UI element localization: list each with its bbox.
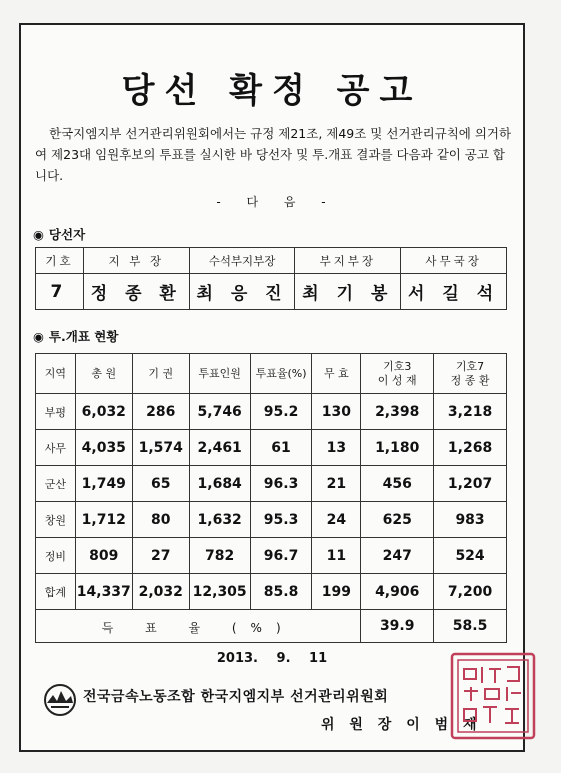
- data-cell: 1,712: [75, 502, 132, 538]
- results-header-cell: 투표율(%): [250, 354, 312, 394]
- data-cell: 2,398: [361, 394, 434, 430]
- data-cell: 286: [132, 394, 189, 430]
- data-cell: 85.8: [250, 574, 312, 610]
- data-cell: 96.3: [250, 466, 312, 502]
- official-seal-icon: [449, 651, 537, 741]
- elected-section-heading: [33, 225, 85, 243]
- table-row: [36, 466, 507, 502]
- data-cell: 61: [250, 430, 312, 466]
- elected-value-row: [36, 274, 507, 310]
- results-header-cell: 투표인원: [189, 354, 250, 394]
- notice-frame: [19, 23, 525, 752]
- data-cell: 983: [434, 502, 507, 538]
- chairperson-name: 위 원 장 이 범 재: [321, 717, 482, 733]
- elected-header-cell: 부지부장: [295, 248, 401, 274]
- elected-value-cell: 7: [36, 274, 84, 310]
- candidate-3-header: [361, 354, 434, 394]
- results-header-cell: 무 효: [312, 354, 361, 394]
- table-row: [36, 430, 507, 466]
- data-cell: 24: [312, 502, 361, 538]
- union-logo-icon: [43, 683, 77, 717]
- elected-value-cell: 서 길 석: [401, 274, 507, 310]
- data-cell: 5,746: [189, 394, 250, 430]
- data-cell: 524: [434, 538, 507, 574]
- data-cell: 27: [132, 538, 189, 574]
- elected-table: [35, 247, 507, 310]
- da-eum-heading: - 다 음 -: [216, 195, 328, 209]
- table-row: [36, 394, 507, 430]
- data-cell: 782: [189, 538, 250, 574]
- elected-value-cell: 최 응 진: [189, 274, 295, 310]
- data-cell: 456: [361, 466, 434, 502]
- data-cell: 1,574: [132, 430, 189, 466]
- data-cell: 4,906: [361, 574, 434, 610]
- results-section-heading: [33, 327, 118, 345]
- results-header-cell: 지역: [36, 354, 76, 394]
- table-row-total: [36, 574, 507, 610]
- data-cell: 1,632: [189, 502, 250, 538]
- elected-section-label: 당선자: [48, 227, 86, 242]
- data-cell: 2,461: [189, 430, 250, 466]
- region-label: 창원: [36, 502, 76, 538]
- candidate-7-number: 기호7: [455, 359, 485, 373]
- data-cell: 12,305: [189, 574, 250, 610]
- data-cell: 96.7: [250, 538, 312, 574]
- data-cell: 95.3: [250, 502, 312, 538]
- data-cell: 4,035: [75, 430, 132, 466]
- data-cell: 6,032: [75, 394, 132, 430]
- region-label: 합계: [36, 574, 76, 610]
- data-cell: 1,207: [434, 466, 507, 502]
- bullet-icon: ◉: [33, 329, 44, 344]
- elected-header-cell: 사무국장: [401, 248, 507, 274]
- data-cell: 21: [312, 466, 361, 502]
- results-table: [35, 353, 507, 643]
- vote-share-label-cell: [36, 610, 361, 643]
- data-cell: 625: [361, 502, 434, 538]
- data-cell: 809: [75, 538, 132, 574]
- data-cell: 1,684: [189, 466, 250, 502]
- data-cell: 65: [132, 466, 189, 502]
- vote-share-cell: 58.5: [434, 610, 507, 643]
- data-cell: 247: [361, 538, 434, 574]
- data-cell: 11: [312, 538, 361, 574]
- notice-date: 2013. 9. 11: [216, 651, 328, 666]
- elected-header-cell: 기호: [36, 248, 84, 274]
- results-header-cell: 총 원: [75, 354, 132, 394]
- vote-share-label: 득 표 율 (%): [101, 620, 295, 635]
- results-section-label: 투.개표 현황: [48, 329, 119, 344]
- data-cell: 199: [312, 574, 361, 610]
- candidate-7-header: [434, 354, 507, 394]
- data-cell: 80: [132, 502, 189, 538]
- vote-share-cell: 39.9: [361, 610, 434, 643]
- elected-value-cell: 최 기 봉: [295, 274, 401, 310]
- table-row: [36, 538, 507, 574]
- table-row: [36, 502, 507, 538]
- data-cell: 2,032: [132, 574, 189, 610]
- vote-share-row: [36, 610, 507, 643]
- region-label: 부평: [36, 394, 76, 430]
- data-cell: 95.2: [250, 394, 312, 430]
- data-cell: 1,180: [361, 430, 434, 466]
- data-cell: 13: [312, 430, 361, 466]
- data-cell: 1,749: [75, 466, 132, 502]
- data-cell: 1,268: [434, 430, 507, 466]
- results-header-row: [36, 354, 507, 394]
- data-cell: 3,218: [434, 394, 507, 430]
- region-label: 사무: [36, 430, 76, 466]
- results-header-cell: 기 권: [132, 354, 189, 394]
- elected-header-cell: 수석부지부장: [189, 248, 295, 274]
- notice-title: 당선 확정 공고: [121, 71, 423, 111]
- data-cell: 14,337: [75, 574, 132, 610]
- candidate-3-name: 이 성 재: [377, 373, 417, 387]
- elected-value-cell: 정 종 환: [83, 274, 189, 310]
- candidate-7-name: 정 종 환: [450, 373, 490, 387]
- elected-header-cell: 지 부 장: [83, 248, 189, 274]
- region-label: 군산: [36, 466, 76, 502]
- organization-name: 전국금속노동조합 한국지엠지부 선거관리위원회: [83, 689, 389, 705]
- bullet-icon: ◉: [33, 227, 44, 242]
- data-cell: 7,200: [434, 574, 507, 610]
- intro-paragraph: 한국지엠지부 선거관리위원회에서는 규정 제21조, 제49조 및 선거관리규칙에 의거하여 제23대 임원후보의 투표를 실시한 바 당선자 및 투.개표 결과를 다음과 같이 공고 합니다.: [35, 126, 512, 183]
- region-label: 정비: [36, 538, 76, 574]
- data-cell: 130: [312, 394, 361, 430]
- elected-header-row: [36, 248, 507, 274]
- candidate-3-number: 기호3: [383, 359, 412, 373]
